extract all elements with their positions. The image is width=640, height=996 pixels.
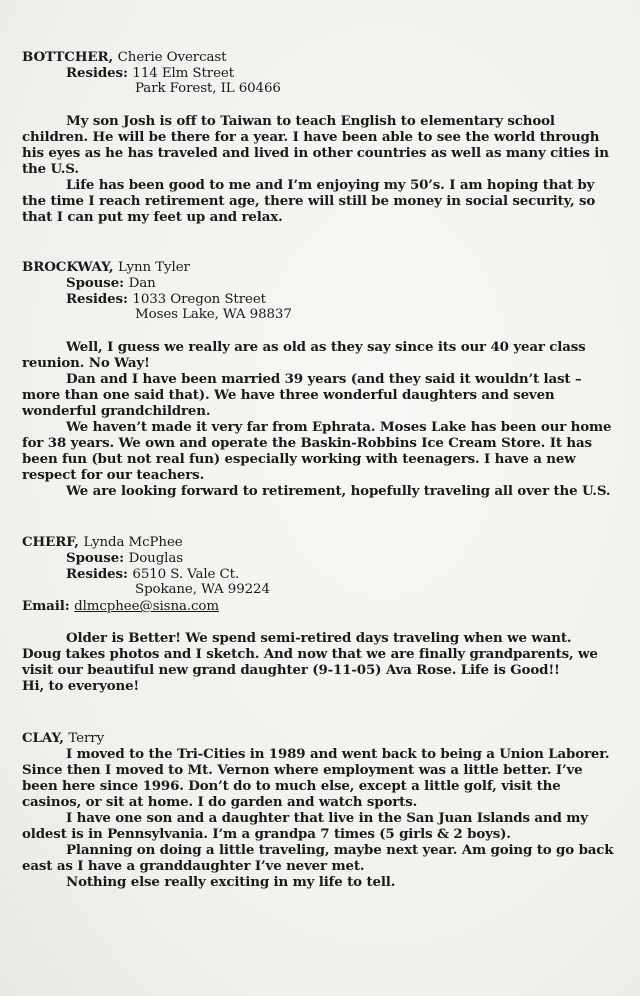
email-link[interactable]: dlmcphee@sisna.com — [74, 599, 219, 614]
resides-label: Resides: — [66, 566, 128, 582]
address-line-2: Moses Lake, WA 98837 — [135, 307, 292, 322]
entry-body — [22, 113, 622, 225]
given-name: Cherie Overcast — [117, 50, 227, 65]
entry-body — [22, 630, 622, 694]
paragraph: I moved to the Tri-Cities in 1989 and went back to being a Union Laborer. Since then I moved to Mt. Vernon where employment was a little better. I’ve been here since 1996. Don’t do to much else, except a little golf, visit the casinos, or sit at home. I do garden and watch sports. — [22, 746, 610, 810]
entry-name — [22, 259, 622, 275]
resides-line — [22, 291, 622, 307]
entry-bottcher — [22, 49, 622, 225]
resides-line — [22, 566, 622, 582]
address-line-1: 114 Elm Street — [132, 66, 235, 81]
surname: CHERF, — [22, 534, 79, 550]
paragraph: We are looking forward to retirement, hopefully traveling all over the U.S. — [66, 483, 611, 499]
spouse-line — [22, 275, 622, 291]
entry-clay — [22, 730, 622, 890]
spouse-label: Spouse: — [66, 550, 125, 566]
resides-line — [22, 65, 622, 81]
entry-body — [22, 339, 622, 499]
paragraph: Life has been good to me and I’m enjoying my 50’s. I am hoping that by the time I reach retirement age, there will still be money in social security, so that I can put my feet up and relax. — [22, 177, 596, 225]
email-line — [22, 598, 622, 614]
paragraph: Well, I guess we really are as old as they say since its our 40 year class reunion. No Way! — [22, 339, 586, 371]
paragraph: We haven’t made it very far from Ephrata. Moses Lake has been our home for 38 years. We own and operate the Baskin-Robbins Ice Cream Store. It has been fun (but not real fun) especially working with teenagers. I have a new respect for our teachers. — [22, 419, 612, 483]
surname: BOTTCHER, — [22, 49, 114, 65]
resides-label: Resides: — [66, 65, 128, 81]
paragraph: I have one son and a daughter that live in the San Juan Islands and my oldest is in Pennsylvania. I’m a grandpa 7 times (5 girls & 2 boys). — [22, 810, 588, 842]
address-line-1: 1033 Oregon Street — [132, 292, 266, 307]
surname: CLAY, — [22, 730, 64, 746]
spouse-name: Dan — [128, 276, 156, 291]
paragraph: Older is Better! We spend semi-retired days traveling when we want. Doug takes photos and I sketch. And now that we are finally grandparents, we visit our beautiful new grand daughter (9-11-05) Ava Rose. Life is Good!! Hi, to everyone! — [22, 630, 598, 694]
entry-brockway — [22, 259, 622, 499]
paragraph: Nothing else really exciting in my life to tell. — [66, 874, 396, 890]
given-name: Terry — [68, 731, 105, 746]
given-name: Lynn Tyler — [118, 260, 190, 275]
spouse-name: Douglas — [128, 551, 184, 566]
spouse-line — [22, 550, 622, 566]
given-name: Lynda McPhee — [83, 535, 183, 550]
entry-cherf — [22, 534, 622, 694]
resides-label: Resides: — [66, 291, 128, 307]
paragraph: My son Josh is off to Taiwan to teach English to elementary school children. He will be there for a year. I have been able to see the world through his eyes as he has traveled and lived in other countries as well as many cities in the U.S. — [22, 113, 609, 177]
address-line-2: Park Forest, IL 60466 — [135, 81, 281, 96]
entry-body — [22, 746, 622, 890]
spouse-label: Spouse: — [66, 275, 125, 291]
address-line-1: 6510 S. Vale Ct. — [132, 567, 240, 582]
surname: BROCKWAY, — [22, 259, 114, 275]
paragraph: Planning on doing a little traveling, maybe next year. Am going to go back east as I have a granddaughter I’ve never met. — [22, 842, 614, 874]
entry-name — [22, 49, 622, 65]
entry-name — [22, 534, 622, 550]
email-label: Email: — [22, 598, 70, 614]
paragraph: Dan and I have been married 39 years (and they said it wouldn’t last – more than one said that). We have three wonderful daughters and seven wonderful grandchildren. — [22, 371, 582, 419]
entry-name — [22, 730, 622, 746]
address-line-2: Spokane, WA 99224 — [135, 582, 270, 597]
